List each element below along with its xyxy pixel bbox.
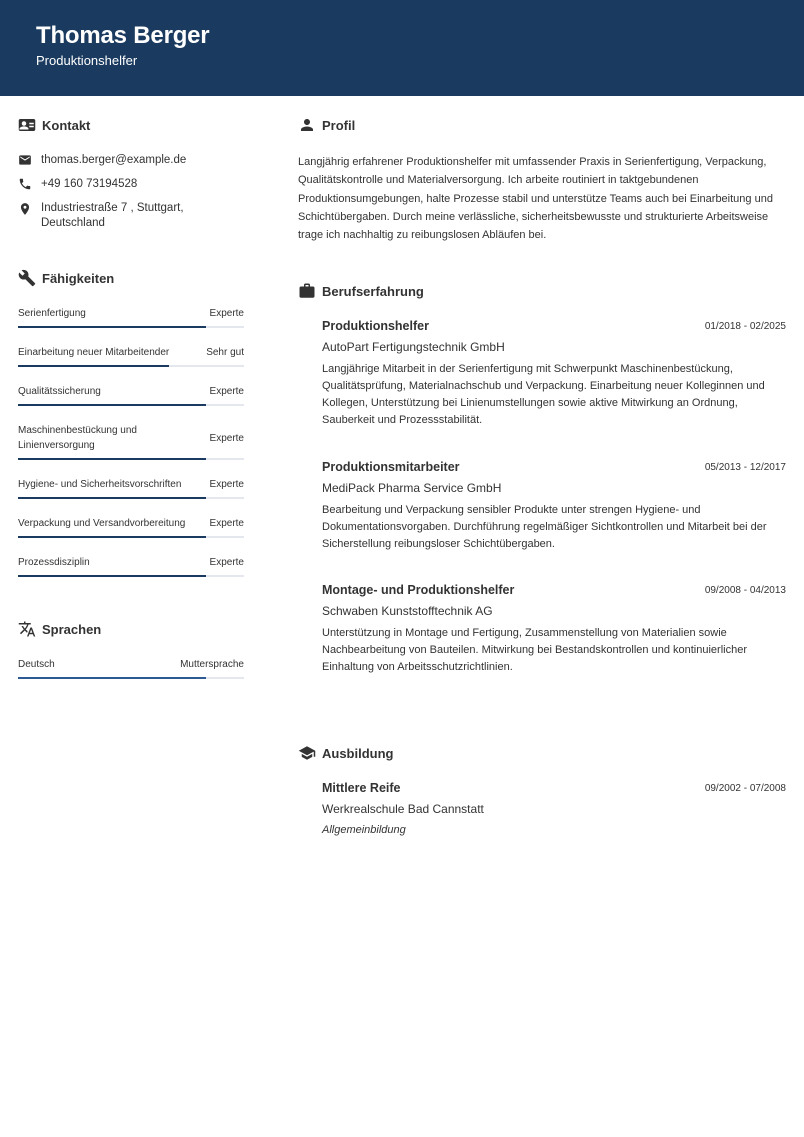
contact-email[interactable]: thomas.berger@example.de: [41, 154, 187, 166]
skill-name: Hygiene- und Sicherheitsvorschriften: [18, 479, 182, 490]
contact-card-icon: [18, 116, 36, 134]
experience-title: Produktionshelfer: [322, 319, 429, 333]
skill-bar-fill: [18, 458, 206, 460]
experience-date: 01/2018 - 02/2025: [704, 321, 786, 332]
skill-name: Einarbeitung neuer Mitarbeitender: [18, 347, 170, 358]
contact-email-row: [18, 153, 211, 168]
skill-item: [18, 306, 244, 321]
skill-level: Sehr gut: [206, 347, 244, 358]
skills-heading: [18, 269, 114, 287]
contact-heading-label: Kontakt: [42, 117, 91, 133]
location-pin-icon: [18, 202, 32, 216]
education-heading: [298, 744, 394, 762]
experience-description: Bearbeitung und Verpackung sensibler Produkte unter strengen Hygiene- und Dokumentationsvorgaben. Durchführung regelmäßiger Sichtkontrollen und Mitarbeit bei der Sicherstellung reibungsloser Schichtübergaben.: [322, 504, 767, 550]
skill-level: Experte: [209, 479, 244, 490]
skill-item: [18, 384, 244, 399]
profile-summary: Langjährig erfahrener Produktionshelfer mit umfassender Praxis in Serienfertigung, Verpackung, Qualitätskontrolle und Materialversorgung. Ich arbeite routiniert in taktgebundenen Produktionsumgebungen, halte Prozesse stabil und unterstütze Teams auch bei Einarbeitung und Schichtübergaben. Durch meine verlässliche, sicherheitsbewusste und strukturierte Arbeitsweise trage ich nachhaltig zu reibungslosen Abläufen bei.: [298, 156, 773, 242]
experience-title: Produktionsmitarbeiter: [322, 460, 460, 474]
skill-name: Qualitätssicherung: [18, 386, 101, 397]
language-level: Muttersprache: [180, 659, 244, 670]
header-banner: [0, 0, 804, 96]
language-item: [18, 657, 244, 672]
profile-heading: [298, 116, 355, 134]
job-title: Produktionshelfer: [36, 53, 138, 68]
skill-bar: [18, 575, 244, 577]
skill-bar-fill: [18, 497, 206, 499]
education-school: Werkrealschule Bad Cannstatt: [322, 802, 484, 816]
phone-icon: [18, 177, 32, 191]
skill-bar-fill: [18, 326, 206, 328]
education-date: 09/2002 - 07/2008: [704, 783, 786, 794]
skill-bar: [18, 404, 244, 406]
skill-level: Experte: [209, 557, 244, 568]
skill-name: Maschinenbestückung und Linienversorgung: [18, 425, 137, 451]
skills-heading-label: Fähigkeiten: [42, 270, 115, 286]
wrench-icon: [18, 269, 36, 287]
skill-bar: [18, 536, 244, 538]
contact-phone[interactable]: +49 160 73194528: [41, 178, 138, 190]
skill-bar-fill: [18, 404, 206, 406]
contact-heading: [18, 116, 90, 134]
translate-icon: [18, 620, 36, 638]
language-bar-fill: [18, 677, 206, 679]
language-bar: [18, 677, 244, 679]
experience-description: Unterstützung in Montage und Fertigung, Zusammenstellung von Materialien sowie Nachbearbeitung von Bauteilen. Mitwirkung bei Bestandskontrollen und kontinuierlicher Einhaltung von Arbeitsschutzrichtlinien.: [322, 627, 747, 673]
experience-heading-label: Berufserfahrung: [322, 283, 424, 299]
experience-company: MediPack Pharma Service GmbH: [322, 481, 502, 495]
skill-bar-fill: [18, 365, 169, 367]
skill-bar: [18, 497, 244, 499]
skill-level: Experte: [209, 518, 244, 529]
experience-heading: [298, 282, 424, 300]
education-title: Mittlere Reife: [322, 781, 401, 795]
experience-company: Schwaben Kunststofftechnik AG: [322, 604, 493, 618]
skill-level: Experte: [209, 432, 244, 444]
skill-item: [18, 477, 244, 492]
contact-phone-row: [18, 177, 211, 192]
briefcase-icon: [298, 282, 316, 300]
person-icon: [298, 116, 316, 134]
skill-bar-fill: [18, 575, 206, 577]
skill-bar: [18, 458, 244, 460]
skill-item: [18, 516, 244, 531]
mail-icon: [18, 153, 32, 167]
skill-item: [18, 345, 244, 360]
experience-title: Montage- und Produktionshelfer: [322, 583, 515, 597]
skill-name: Serienfertigung: [18, 308, 86, 319]
skill-bar-fill: [18, 536, 206, 538]
skill-level: Experte: [209, 308, 244, 319]
contact-address: Industriestraße 7 , Stuttgart, Deutschland: [41, 202, 184, 229]
education-note: Allgemeinbildung: [322, 824, 406, 836]
skill-bar: [18, 326, 244, 328]
skill-item: [18, 555, 244, 570]
experience-description: Langjährige Mitarbeit in der Serienfertigung mit Schwerpunkt Maschinenbestückung, Qualitätsprüfung, Materialnachschub und Verpackung. Einarbeitung neuer Kolleginnen und Kollegen, Unterstützung bei Linienumstellungen sowie aktive Mitwirkung an Ordnung, Sauberkeit und Prozessstabilität.: [322, 363, 765, 426]
skill-item: [18, 423, 244, 453]
experience-company: AutoPart Fertigungstechnik GmbH: [322, 340, 505, 354]
experience-date: 05/2013 - 12/2017: [704, 462, 786, 473]
graduation-cap-icon: [298, 744, 316, 762]
skill-bar: [18, 365, 244, 367]
languages-heading-label: Sprachen: [42, 621, 102, 637]
profile-heading-label: Profil: [322, 117, 356, 133]
skill-name: Prozessdisziplin: [18, 557, 90, 568]
contact-address-row: [18, 201, 211, 231]
education-heading-label: Ausbildung: [322, 745, 394, 761]
language-name: Deutsch: [18, 659, 55, 670]
person-name: Thomas Berger: [36, 22, 210, 49]
skill-name: Verpackung und Versandvorbereitung: [18, 518, 186, 529]
skill-level: Experte: [209, 386, 244, 397]
experience-date: 09/2008 - 04/2013: [704, 585, 786, 596]
languages-heading: [18, 620, 101, 638]
